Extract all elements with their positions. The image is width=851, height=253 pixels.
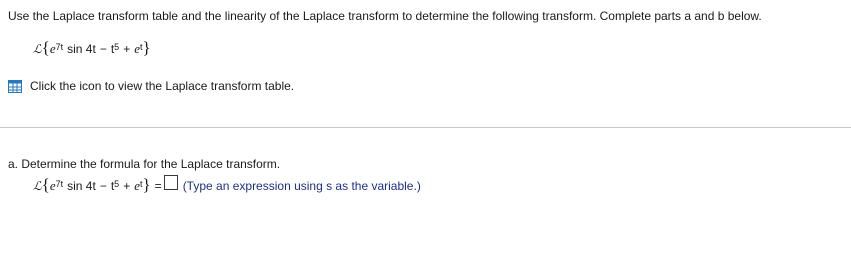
exp-base: e (49, 178, 56, 193)
part-a-expression (33, 175, 421, 194)
minus-sign: − (99, 42, 107, 56)
instruction-text: Use the Laplace transform table and the linearity of the Laplace transform to determine the following transform. Complete parts a and b below. (8, 9, 762, 23)
laplace-symbol: ℒ (33, 42, 42, 56)
close-brace: } (142, 38, 151, 57)
exponent: 7t (55, 179, 64, 189)
close-brace: } (142, 175, 151, 194)
exp-base: e (134, 41, 140, 56)
exponent: 5 (114, 179, 120, 189)
minus-sign: − (99, 179, 107, 193)
given-expression (33, 39, 151, 57)
exponent: 7t (55, 42, 64, 52)
laplace-table-link[interactable] (8, 79, 294, 93)
exponent: 5 (114, 42, 120, 52)
open-brace: { (41, 175, 50, 194)
t-variable: t (110, 42, 115, 56)
plus-sign: + (123, 179, 131, 193)
exponent: t (139, 179, 143, 189)
exponent: t (139, 42, 143, 52)
table-link-label[interactable]: Click the icon to view the Laplace transform table. (30, 79, 295, 93)
exp-base: e (134, 178, 140, 193)
laplace-symbol: ℒ (33, 179, 42, 193)
section-divider (0, 127, 851, 128)
table-grid-icon[interactable] (8, 80, 22, 93)
sin-term: sin 4t (67, 179, 96, 193)
sin-term: sin 4t (67, 42, 96, 56)
equals-sign: = (154, 179, 162, 193)
plus-sign: + (123, 42, 131, 56)
part-a-label: a. Determine the formula for the Laplace transform. (8, 157, 281, 171)
t-variable: t (110, 179, 115, 193)
answer-input[interactable] (164, 175, 178, 190)
exp-base: e (49, 41, 56, 56)
answer-hint: (Type an expression using s as the variable.) (182, 179, 421, 193)
open-brace: { (41, 38, 50, 57)
